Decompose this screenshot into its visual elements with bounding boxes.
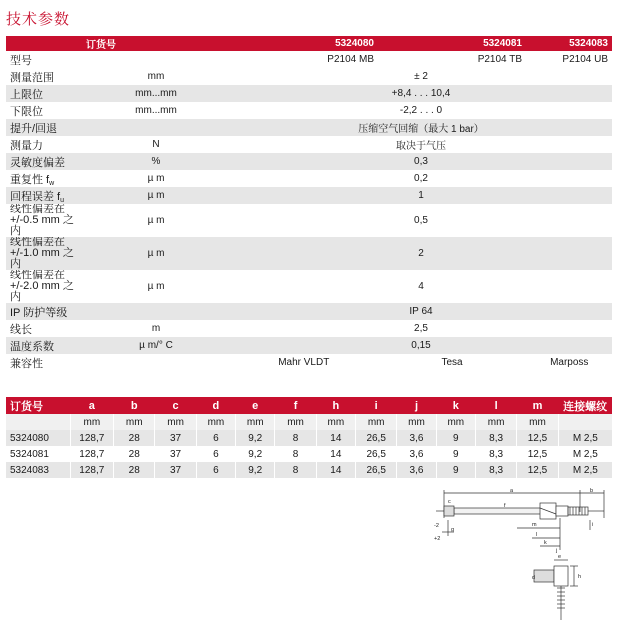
dim-header-cell: 连接螺纹 (558, 397, 612, 414)
spec-value: 压缩空气回缩（最大 1 bar） (230, 119, 612, 136)
spec-unit (82, 354, 230, 371)
spec-label: 兼容性 (6, 354, 82, 371)
dim-cell: 128,7 (70, 446, 113, 462)
label-e: e (558, 554, 562, 560)
spec-label: 线长 (6, 320, 82, 337)
spec-value: 0,3 (230, 153, 612, 170)
dim-unit-cell: mm (155, 414, 196, 430)
dim-cell: 128,7 (70, 430, 113, 446)
dim-unit-cell: mm (436, 414, 475, 430)
dim-cell: 6 (196, 446, 235, 462)
spec-unit: µ m/° C (82, 337, 230, 354)
spec-unit: % (82, 153, 230, 170)
spec-unit: µ m (82, 270, 230, 303)
spec-unit: mm...mm (82, 85, 230, 102)
spec-label (6, 187, 82, 204)
dim-header-cell: k (436, 397, 475, 414)
dim-header-cell: i (356, 397, 397, 414)
spec-label: IP 防护等级 (6, 303, 82, 320)
spec-row (6, 170, 612, 187)
spec-label: 温度系数 (6, 337, 82, 354)
dim-cell: 9 (436, 430, 475, 446)
dim-cell: 8 (275, 430, 316, 446)
side-view-head-shape (554, 566, 568, 586)
dim-cell: 26,5 (356, 462, 397, 478)
spec-unit (82, 119, 230, 136)
dim-cell: 9,2 (236, 446, 275, 462)
compat-2: Tesa (378, 354, 526, 371)
spec-value: IP 64 (230, 303, 612, 320)
probe-tip-shape (444, 506, 454, 516)
spec-label: 测量力 (6, 136, 82, 153)
dim-unit-cell: mm (356, 414, 397, 430)
dim-header-cell: c (155, 397, 196, 414)
spec-row (6, 85, 612, 102)
dim-header-cell: d (196, 397, 235, 414)
order-no-1: 5324080 (230, 36, 378, 51)
spec-row (6, 303, 612, 320)
side-view-block-shape (534, 570, 554, 582)
dim-unit-cell (6, 414, 70, 430)
dim-cell: M 2,5 (558, 446, 612, 462)
dim-header-cell: 订货号 (6, 397, 70, 414)
spec-unit: µ m (82, 170, 230, 187)
spec-row (6, 187, 612, 204)
dim-cell: 14 (316, 462, 355, 478)
dim-cell: 5324080 (6, 430, 70, 446)
dim-unit-cell: mm (196, 414, 235, 430)
dim-unit-cell (558, 414, 612, 430)
spec-row (6, 337, 612, 354)
label-h: h (578, 574, 582, 580)
spec-unit: mm (82, 68, 230, 85)
spec-row (6, 102, 612, 119)
spec-label: 提升/回退 (6, 119, 82, 136)
spec-unit (82, 303, 230, 320)
dim-header-cell: b (114, 397, 155, 414)
label-l: l (536, 532, 538, 538)
spec-unit: µ m (82, 204, 230, 237)
compat-1: Mahr VLDT (230, 354, 378, 371)
dim-header-cell: l (475, 397, 516, 414)
dim-cell: 37 (155, 446, 196, 462)
dim-unit-cell: mm (475, 414, 516, 430)
spec-label: 灵敏度偏差 (6, 153, 82, 170)
spec-unit: N (82, 136, 230, 153)
dimension-table (6, 397, 612, 478)
spec-row-compat (6, 354, 612, 371)
label-d: d (532, 575, 536, 581)
dim-cell: 3,6 (397, 430, 436, 446)
dim-cell: 12,5 (517, 430, 558, 446)
dim-header-cell: f (275, 397, 316, 414)
dim-cell: 28 (114, 462, 155, 478)
spec-label: 线性偏差在 +/-2.0 mm 之内 (6, 270, 82, 303)
spec-value: 1 (230, 187, 612, 204)
dim-cell: 3,6 (397, 446, 436, 462)
spec-row (6, 237, 612, 270)
spec-unit (82, 51, 230, 68)
spec-unit: mm...mm (82, 102, 230, 119)
dim-unit-cell: mm (114, 414, 155, 430)
spec-value: -2,2 . . . 0 (230, 102, 612, 119)
dim-cell: 37 (155, 462, 196, 478)
connector-shape (556, 506, 568, 516)
dim-header-cell: m (517, 397, 558, 414)
spec-row (6, 119, 612, 136)
spec-model-2: P2104 TB (378, 51, 526, 68)
spec-row (6, 320, 612, 337)
dim-row (6, 462, 612, 478)
label-b: b (590, 488, 594, 494)
spec-value: 0,5 (230, 204, 612, 237)
dim-header-cell: a (70, 397, 113, 414)
dim-unit-cell: mm (236, 414, 275, 430)
dim-cell: 28 (114, 446, 155, 462)
dim-cell: 9,2 (236, 430, 275, 446)
dimension-drawing (432, 488, 612, 626)
dim-cell: 9 (436, 446, 475, 462)
spec-value: +8,4 . . . 10,4 (230, 85, 612, 102)
label-k: k (544, 540, 547, 546)
spec-value: 2,5 (230, 320, 612, 337)
dim-cell: 28 (114, 430, 155, 446)
dim-cell: 9 (436, 462, 475, 478)
dim-cell: 8,3 (475, 446, 516, 462)
dim-cell: 12,5 (517, 462, 558, 478)
spec-model-3: P2104 UB (526, 51, 612, 68)
dim-cell: 128,7 (70, 462, 113, 478)
dim-cell: 6 (196, 462, 235, 478)
spec-label: 线性偏差在 +/-1.0 mm 之内 (6, 237, 82, 270)
dim-cell: 5324083 (6, 462, 70, 478)
dim-cell: 8,3 (475, 462, 516, 478)
spec-label: 型号 (6, 51, 82, 68)
dim-cell: 8 (275, 446, 316, 462)
spec-table (6, 36, 612, 371)
order-no-2: 5324081 (378, 36, 526, 51)
dim-cell: 8 (275, 462, 316, 478)
dim-row (6, 430, 612, 446)
label-c: c (448, 499, 451, 505)
label-j: j (556, 548, 558, 554)
label-i: i (592, 522, 594, 528)
dim-units-row (6, 414, 612, 430)
spec-label-text: 重复性 f (10, 173, 50, 186)
spec-unit: µ m (82, 187, 230, 204)
page-title: 技术参数 (6, 11, 71, 28)
label-pos2: +2 (434, 536, 441, 542)
dimension-header-row (6, 397, 612, 414)
spec-value: 0,2 (230, 170, 612, 187)
order-no-header (6, 36, 82, 51)
spec-row (6, 136, 612, 153)
spec-row-model (6, 51, 612, 68)
spec-label: 测量范围 (6, 68, 82, 85)
dim-cell: 26,5 (356, 446, 397, 462)
dim-cell: 12,5 (517, 446, 558, 462)
probe-drawing-svg (432, 488, 612, 626)
spec-value: ± 2 (230, 68, 612, 85)
dim-cell: 5324081 (6, 446, 70, 462)
dim-cell: 6 (196, 430, 235, 446)
dim-cell: 3,6 (397, 462, 436, 478)
spec-row (6, 270, 612, 303)
dim-unit-cell: mm (70, 414, 113, 430)
spec-label-subscript: u (60, 196, 65, 204)
spec-header-row (6, 36, 612, 51)
connector-thread-shape (570, 507, 585, 515)
order-no-3: 5324083 (526, 36, 612, 51)
dim-cell: M 2,5 (558, 462, 612, 478)
spec-value: 0,15 (230, 337, 612, 354)
dim-cell: 37 (155, 430, 196, 446)
spec-value: 4 (230, 270, 612, 303)
label-g: g (451, 527, 455, 533)
dim-row (6, 446, 612, 462)
dim-header-cell: j (397, 397, 436, 414)
dim-cell: 14 (316, 430, 355, 446)
dim-cell: 9,2 (236, 462, 275, 478)
spec-row (6, 153, 612, 170)
spec-row (6, 68, 612, 85)
label-neg2: -2 (434, 523, 439, 529)
dim-cell: 8,3 (475, 430, 516, 446)
spec-value: 2 (230, 237, 612, 270)
dim-unit-cell: mm (517, 414, 558, 430)
spec-label-text: 回程误差 f (10, 190, 61, 203)
spec-label-subscript: w (49, 179, 55, 187)
spec-value: 取决于气压 (230, 136, 612, 153)
dim-cell: 26,5 (356, 430, 397, 446)
dim-unit-cell: mm (397, 414, 436, 430)
spec-label: 线性偏差在 +/-0.5 mm 之内 (6, 204, 82, 237)
label-a: a (510, 488, 514, 494)
dim-unit-cell: mm (275, 414, 316, 430)
spec-label: 上限位 (6, 85, 82, 102)
dim-cell: 14 (316, 446, 355, 462)
label-f: f (504, 503, 506, 509)
spec-row (6, 204, 612, 237)
dim-unit-cell: mm (316, 414, 355, 430)
label-m: m (532, 522, 537, 528)
spec-model-1: P2104 MB (230, 51, 378, 68)
spec-label (6, 170, 82, 187)
dim-cell: M 2,5 (558, 430, 612, 446)
spec-label: 下限位 (6, 102, 82, 119)
order-no-label: 订货号 (82, 36, 230, 51)
compat-3: Marposs (526, 354, 612, 371)
dim-header-cell: e (236, 397, 275, 414)
spec-unit: µ m (82, 237, 230, 270)
dim-header-cell: h (316, 397, 355, 414)
spec-unit: m (82, 320, 230, 337)
